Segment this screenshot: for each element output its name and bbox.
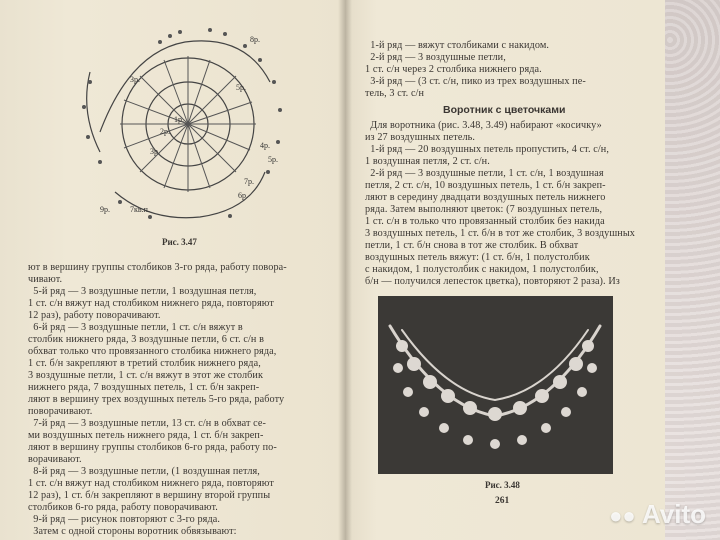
avito-logo-dots-icon: ●● bbox=[609, 503, 636, 528]
left-text-line: 6-й ряд — 3 воздушные петли, 1 ст. с/н вяжут в bbox=[28, 322, 243, 333]
left-text-line: чивают. bbox=[28, 274, 63, 285]
left-text-line: обхват только что провязанного столбика нижнего ряда, bbox=[28, 346, 277, 357]
left-text-line: поворачивают. bbox=[28, 406, 93, 417]
left-text-line: Затем с одной стороны воротник обвязывают: bbox=[28, 526, 237, 537]
diagram-label: 9р. bbox=[100, 205, 110, 214]
avito-watermark bbox=[609, 499, 706, 530]
book-gutter bbox=[338, 0, 352, 540]
left-text-line: 9-й ряд — рисунок повторяют с 3-го ряда. bbox=[28, 514, 221, 525]
left-text-line: 3 воздушные петли, 1 ст. с/н вяжут в этот же столбик bbox=[28, 370, 264, 381]
right-text-line: ляют в середину двадцати воздушных петель нижнего bbox=[365, 192, 606, 203]
left-text-line: 5-й ряд — 3 воздушные петли, 1 воздушная петля, bbox=[28, 286, 257, 297]
diagram-label: 2р. bbox=[160, 127, 170, 136]
diagram-label: 3р. bbox=[150, 147, 160, 156]
right-text-line: 3 воздушных петель, 1 ст. б/н в тот же столбик, 3 воздушных bbox=[365, 228, 635, 239]
left-text-line: 12 раз), 1 ст. б/н закрепляют в вершину второй группы bbox=[28, 490, 271, 501]
avito-watermark-text: Avito bbox=[641, 499, 706, 529]
right-text-line: петли, 1 ст. б/н снова в тот же столбик. В обхват bbox=[365, 240, 579, 251]
right-text-line: 2-й ряд — 3 воздушные петли, 1 ст. с/н, 1 воздушная bbox=[365, 168, 604, 179]
left-text-line: ворачивают. bbox=[28, 454, 82, 465]
right-top-line: 2-й ряд — 3 воздушные петли, bbox=[365, 52, 506, 63]
right-top-line: 3-й ряд — (3 ст. с/н, пико из трех воздушных пе- bbox=[365, 76, 586, 87]
right-top-line: 1 ст. с/н через 2 столбика нижнего ряда. bbox=[365, 64, 542, 75]
right-text-line: Для воротника (рис. 3.48, 3.49) набирают «косичку» bbox=[365, 120, 602, 131]
left-text-line: ми воздушных петель нижнего ряда, 1 ст. б/н закреп- bbox=[28, 430, 264, 441]
right-text-line: б/н — получился лепесток цветка), повторяют 2 раза). Из bbox=[365, 276, 620, 287]
left-text-line: 1 ст. с/н вяжут над столбиком нижнего ряда, повторяют bbox=[28, 478, 274, 489]
right-page-number: 261 bbox=[495, 496, 510, 506]
left-text-line: 7-й ряд — 3 воздушные петли, 13 ст. с/н в обхват се- bbox=[28, 418, 267, 429]
right-text-line: воздушных петель вяжут: (1 ст. б/н, 1 полустолбик bbox=[365, 252, 590, 263]
right-text-line: 1-й ряд — 20 воздушных петель пропустить, 4 ст. с/н, bbox=[365, 144, 610, 155]
diagram-label: 8р. bbox=[250, 35, 260, 44]
left-text-line: 8-й ряд — 3 воздушные петли, (1 воздушная петля, bbox=[28, 466, 260, 477]
right-text-line: с накидом, 1 полустолбик с накидом, 1 полустолбик, bbox=[365, 264, 599, 275]
left-text-line: ляют в вершину трех воздушных петель 5-го ряда, работу bbox=[28, 394, 285, 405]
right-text-line: 1 воздушная петля, 2 ст. с/н. bbox=[365, 156, 490, 167]
left-page bbox=[0, 0, 345, 540]
left-text-line: столбиков 6-го ряда, работу поворачивают. bbox=[28, 502, 218, 513]
right-text-line: петля, 2 ст. с/н, 10 воздушных петель, 1 ст. б/н закреп- bbox=[365, 180, 606, 191]
diagram-label: 6р. bbox=[238, 191, 248, 200]
diagram-label: 4р. bbox=[260, 141, 270, 150]
left-text-line: ляют в вершину группы столбиков 6-го ряда, работу по- bbox=[28, 442, 277, 453]
section-heading: Воротник с цветочками bbox=[443, 104, 566, 116]
right-top-line: 1-й ряд — вяжут столбиками с накидом. bbox=[365, 40, 550, 51]
diagram-label: 7кв.п. bbox=[130, 205, 150, 214]
diagram-label: 5р. bbox=[268, 155, 278, 164]
left-text-line: 1 ст. с/н вяжут над столбиком нижнего ряда, повторяют bbox=[28, 298, 274, 309]
left-text-line: ют в вершину группы столбиков 3-го ряда, работу повора- bbox=[28, 262, 287, 273]
diagram-label: 5р. bbox=[236, 83, 246, 92]
figure-caption-3-47: Рис. 3.47 bbox=[162, 237, 197, 247]
collar-photo bbox=[378, 296, 613, 474]
right-text-line: 1 ст. с/н в только что провязанный столбик без накида bbox=[365, 216, 605, 227]
right-text-line: ряда. Затем выполняют цветок: (7 воздушных петель, bbox=[365, 204, 603, 215]
left-text-line: столбик нижнего ряда, 3 воздушные петли, 6 ст. с/н в bbox=[28, 334, 264, 345]
diagram-label: 7р. bbox=[244, 177, 254, 186]
left-text-line: 1 ст. б/н закрепляют в третий столбик нижнего ряда, bbox=[28, 358, 261, 369]
right-text-line: из 27 воздушных петель. bbox=[365, 132, 476, 143]
crochet-chart-diagram bbox=[60, 12, 300, 230]
right-top-line: тель, 3 ст. с/н bbox=[365, 88, 425, 99]
figure-caption-3-48: Рис. 3.48 bbox=[485, 480, 520, 490]
left-text-line: нижнего ряда, 7 воздушных петель, 1 ст. б/н закреп- bbox=[28, 382, 260, 393]
lace-collar-illustration bbox=[378, 296, 613, 474]
left-text-line: 12 раз), работу поворачивают. bbox=[28, 310, 161, 321]
diagram-label: 1р. bbox=[174, 115, 184, 124]
diagram-label: Зр. bbox=[130, 75, 141, 84]
